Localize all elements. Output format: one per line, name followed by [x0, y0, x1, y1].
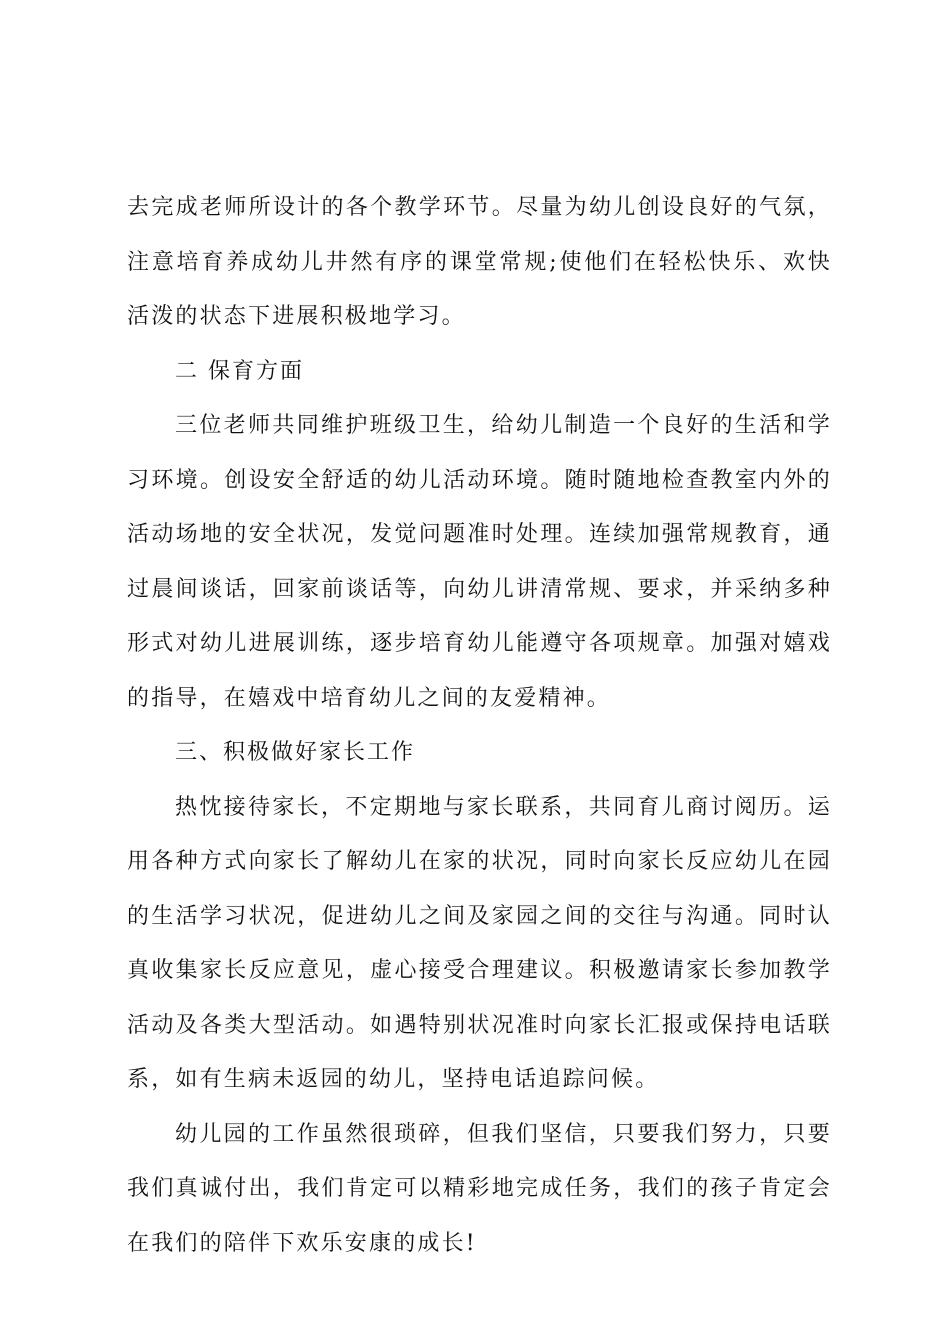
document-page	[127, 181, 832, 1271]
paragraph-teaching-environment: 去完成老师所设计的各个教学环节。尽量为幼儿创设良好的气氛，注意培育养成幼儿井然有序的课堂常规;使他们在轻松快乐、欢快活泼的状态下进展积极地学习。	[127, 195, 832, 329]
paragraph-childcare: 三位老师共同维护班级卫生，给幼儿制造一个良好的生活和学习环境。创设安全舒适的幼儿活动环境。随时随地检查教室内外的活动场地的安全状况，发觉问题准时处理。连续加强常规教育，通过晨间谈话，回家前谈话等，向幼儿讲清常规、要求，并采纳多种形式对幼儿进展训练，逐步培育幼儿能遵守各项规章。加强对嬉戏的指导，在嬉戏中培育幼儿之间的友爱精神。	[127, 413, 832, 711]
paragraph-parent-work: 热忱接待家长，不定期地与家长联系，共同育儿商讨阅历。运用各种方式向家长了解幼儿在家的状况，同时向家长反应幼儿在园的生活学习状况，促进幼儿之间及家园之间的交往与沟通。同时认真收集家长反应意见，虚心接受合理建议。积极邀请家长参加教学活动及各类大型活动。如遇特别状况准时向家长汇报或保持电话联系，如有生病未返园的幼儿，坚持电话追踪问候。	[127, 794, 832, 1092]
section-heading-parent-work: 三、积极做好家长工作	[175, 740, 416, 765]
section-heading-childcare: 二 保育方面	[175, 358, 304, 384]
paragraph-conclusion: 幼儿园的工作虽然很琐碎，但我们坚信，只要我们努力，只要我们真诚付出，我们肯定可以精彩地完成任务，我们的孩子肯定会在我们的陪伴下欢乐安康的成长!	[127, 1121, 832, 1256]
